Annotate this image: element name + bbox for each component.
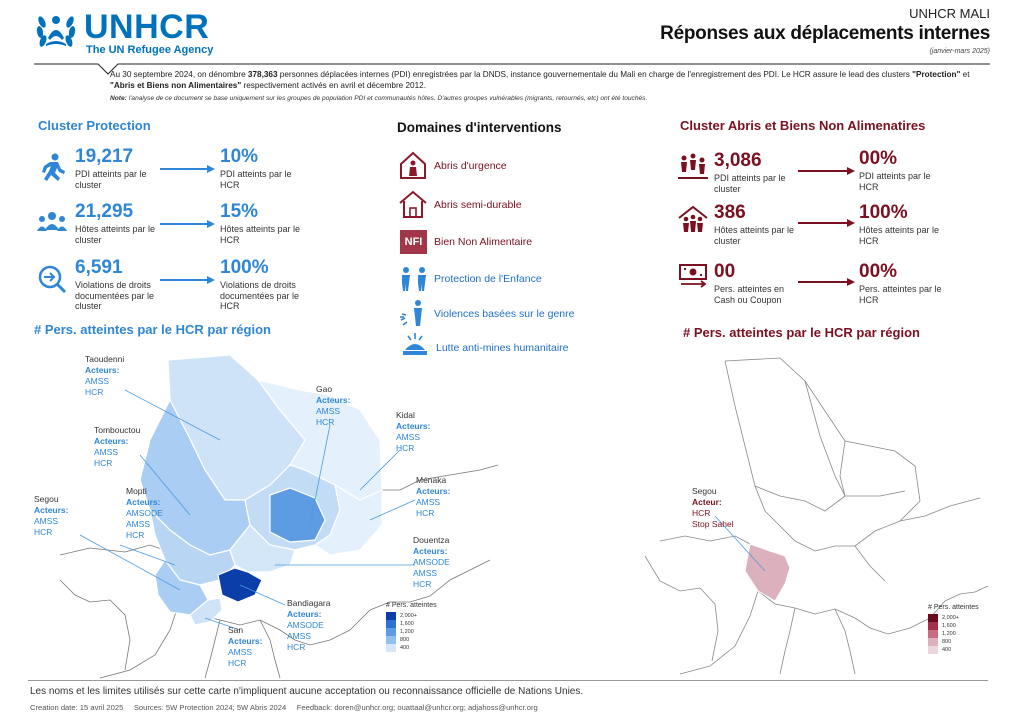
legend-swatch [386, 628, 396, 636]
unhcr-logo [34, 8, 224, 54]
map-label-segou: Segou Acteurs: AMSS HCR [34, 494, 69, 537]
domaines-title: Domaines d'interventions [397, 120, 562, 135]
arrow-right-icon [798, 218, 856, 228]
map-legend-right: # Pers. atteintes 2,000+ 1,600 1,200 800 400 [928, 604, 979, 653]
map-label-tombouctou: Tombouctou Acteurs: AMSS HCR [94, 425, 141, 468]
abris-title: Cluster Abris et Biens Non Alimenatires [680, 118, 926, 133]
abris-pdi-hcr-pct: 00% [859, 148, 898, 169]
gbv-icon [398, 298, 428, 328]
protection-map-title: # Pers. atteintes par le HCR par région [34, 322, 271, 337]
abris-pdi-count: 3,086 [714, 150, 762, 171]
laurel-person-icon [34, 8, 78, 52]
legend-swatch [928, 646, 938, 654]
legend-swatch [928, 614, 938, 622]
emergency-shelter-icon [398, 150, 428, 180]
footer-meta: Creation date: 15 avril 2025 Sources: 5W Protection 2024; 5W Abris 2024 Feedback: doren@unhcr.org; ouattaal@unhcr.org; adjahoss@unhcr.org [30, 703, 538, 712]
protection-title: Cluster Protection [38, 118, 151, 133]
legend-swatch [928, 622, 938, 630]
house-icon [398, 189, 428, 219]
map-label-douentza: Douentza Acteurs: AMSODE AMSS HCR [413, 535, 450, 589]
domaine-bien-non-alimentaire: Bien Non Alimentaire [434, 236, 533, 248]
intro-note [110, 95, 985, 102]
abris-cash-hcr-label: Pers. atteintes par le HCR [859, 284, 942, 305]
running-person-icon [36, 152, 68, 184]
legend-swatch [386, 612, 396, 620]
displaced-people-icon [676, 152, 710, 182]
note-text: l'analyse de ce document se base uniquement sur les groupes de population PDI et communautés hôtes. D'autres groupes vulnérables (migrants, retournés, etc) ont été touchés. [126, 95, 648, 102]
magnifier-arrow-icon [36, 263, 68, 295]
cluster-protection-name: "Protection" [912, 70, 961, 79]
arrow-right-icon [798, 277, 856, 287]
protection-violations-hcr-pct: 100% [220, 257, 269, 278]
protection-hotes-label: Hôtes atteints par le cluster [75, 224, 156, 245]
page-title: Réponses aux déplacements internes [660, 23, 990, 44]
period-label: (janvier-mars 2025) [929, 48, 990, 55]
legend-swatch [928, 638, 938, 646]
protection-pdi-hcr-label: PDI atteints par le HCR [220, 169, 292, 190]
abris-hotes-hcr-label: Hôtes atteints par le HCR [859, 225, 940, 246]
abris-hotes-hcr-pct: 100% [859, 202, 908, 223]
footer-divider [28, 680, 988, 681]
legend-swatch [386, 644, 396, 652]
protection-violations-label: Violations de droits documentées par le cluster [75, 280, 155, 311]
host-community-icon [676, 204, 710, 234]
protection-pdi-hcr-pct: 10% [220, 146, 259, 167]
protection-hotes-count: 21,295 [75, 201, 134, 222]
group-people-icon [36, 210, 68, 236]
domaine-protection-enfance: Protection de l'Enfance [434, 273, 542, 285]
nfi-icon: NFI [400, 230, 427, 254]
protection-pdi-count: 19,217 [75, 146, 134, 167]
legend-swatch [928, 630, 938, 638]
map-label-bandiagara: Bandiagara Acteurs: AMSODE AMSS HCR [287, 598, 331, 652]
cash-transfer-icon [677, 261, 709, 289]
abris-hotes-label: Hôtes atteints par le cluster [714, 225, 795, 246]
domaine-lutte-anti-mines: Lutte anti-mines humanitaire [436, 342, 569, 354]
header-block [590, 6, 990, 55]
domaine-vbg: Violences basées sur le genre [434, 308, 575, 320]
abris-map-title: # Pers. atteintes par le HCR par région [683, 325, 920, 340]
abris-cash-count: 00 [714, 261, 736, 282]
map-label-mopti: Mopti Acteurs: AMSODE AMSS HCR [126, 486, 163, 540]
region-segou-highlight [745, 544, 790, 601]
abris-cash-hcr-pct: 00% [859, 261, 898, 282]
abris-cash-label: Pers. atteintes en Cash ou Coupon [714, 284, 785, 305]
abris-pdi-hcr-label: PDI atteints par le HCR [859, 171, 931, 192]
intro-paragraph [110, 69, 985, 91]
protection-hotes-hcr-label: Hôtes atteints par le HCR [220, 224, 301, 245]
arrow-right-icon [798, 166, 856, 176]
footer-disclaimer: Les noms et les limites utilisés sur cette carte n'impliquent aucune acceptation ou reconnaissance officielle de Nations Unies. [30, 686, 584, 697]
domaine-abris-urgence: Abris d'urgence [434, 160, 507, 172]
map-label-kidal: Kidal Acteurs: AMSS HCR [396, 410, 431, 453]
domaine-abris-semi-durable: Abris semi-durable [434, 199, 522, 211]
protection-violations-count: 6,591 [75, 257, 123, 278]
arrow-right-icon [160, 164, 216, 174]
map-label-gao: Gao Acteurs: AMSS HCR [316, 384, 351, 427]
intro-text-a: Au 30 septembre 2024, on dénombre [110, 70, 248, 79]
arrow-right-icon [160, 219, 216, 229]
cluster-abris-name: "Abris et Biens non Alimentaires" [110, 81, 242, 90]
child-protection-icon [398, 266, 430, 292]
legend-swatch [386, 620, 396, 628]
map-label-segou-abris: Segou Acteur: HCR Stop Sahel [692, 486, 734, 529]
protection-hotes-hcr-pct: 15% [220, 201, 259, 222]
logo-name: UNHCR [84, 8, 210, 46]
country-label: UNHCR MALI [909, 6, 990, 21]
protection-pdi-label: PDI atteints par le cluster [75, 169, 147, 190]
protection-violations-hcr-label: Violations de droits documentées par le HCR [220, 280, 300, 311]
note-label: Note: [110, 95, 127, 102]
intro-text-b: personnes déplacées internes (PDI) enregistrées par la DNDS, instance gouvernementale du Mali en charge de l'enregistrement des PDI. Le HCR assure le lead des clusters [277, 70, 913, 79]
map-label-menaka: Ménaka Acteurs: AMSS HCR [416, 475, 451, 518]
map-legend-left: # Pers. atteintes 2,000+ 1,600 1,200 800 400 [386, 602, 437, 651]
intro-text-c: et [960, 70, 970, 79]
legend-swatch [386, 636, 396, 644]
intro-text-d: respectivement activés en avril et décembre 2012. [241, 81, 426, 90]
arrow-right-icon [160, 275, 216, 285]
logo-subtitle: The UN Refugee Agency [86, 44, 214, 56]
map-label-taoudenni: Taoudenni Acteurs: AMSS HCR [85, 354, 125, 397]
abris-hotes-count: 386 [714, 202, 746, 223]
pdi-total: 378,363 [247, 70, 278, 79]
map-label-san: San Acteurs: AMSS HCR [228, 625, 263, 668]
abris-pdi-label: PDI atteints par le cluster [714, 173, 786, 194]
